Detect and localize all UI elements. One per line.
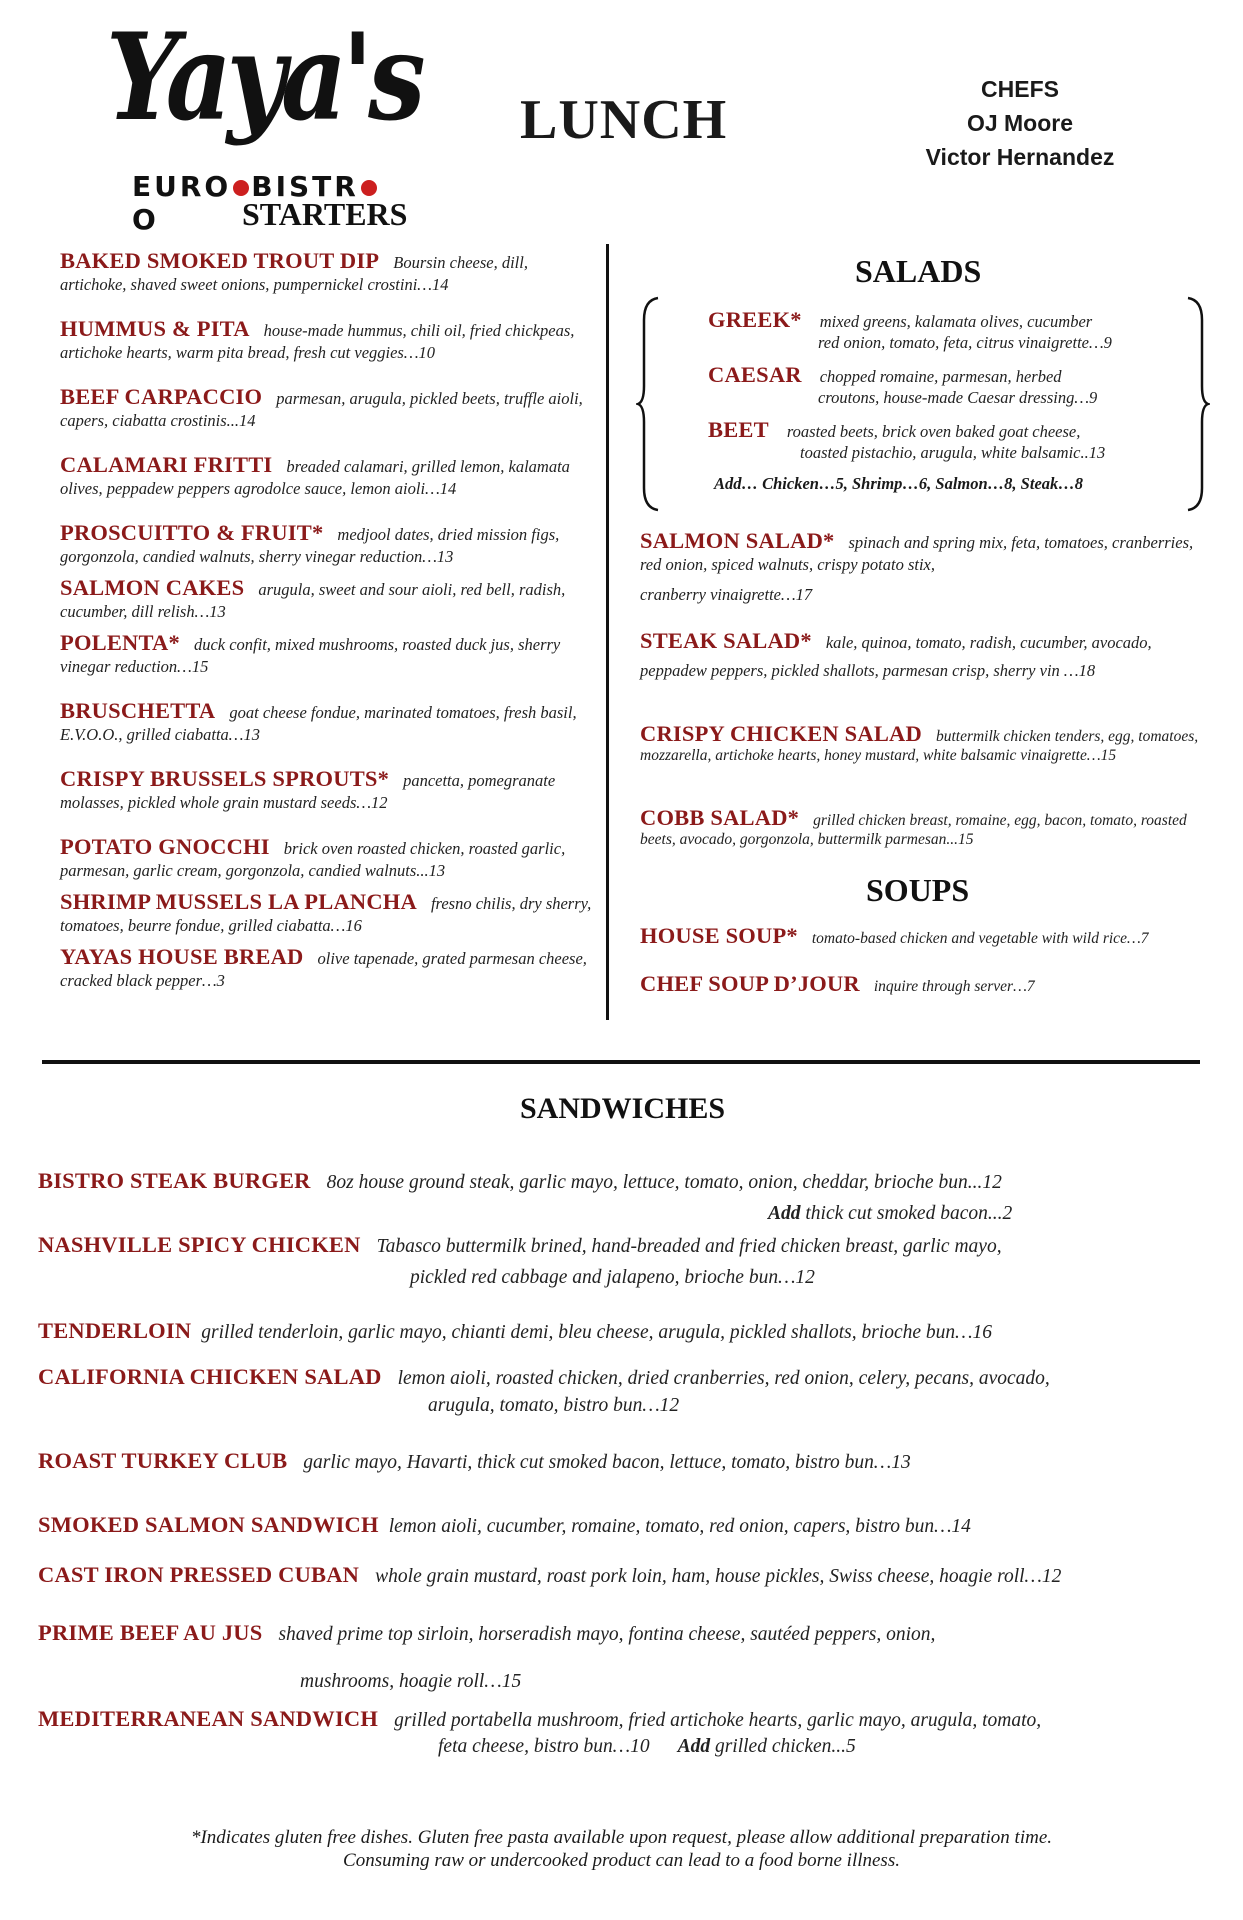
- chefs-heading: CHEFS: [981, 76, 1059, 102]
- footer-note: [0, 1826, 1243, 1872]
- logo-sub-mid: BISTR: [251, 170, 359, 203]
- dish-description: Tabasco buttermilk brined, hand-breaded and fried chicken breast, garlic mayo,: [376, 1236, 1002, 1257]
- salad-item: [640, 721, 1210, 765]
- dish-name: PROSCUITTO & FRUIT*: [60, 520, 324, 545]
- dish-description: mushrooms, hoagie roll…15: [300, 1671, 522, 1692]
- dish-name: YAYAS HOUSE BREAD: [60, 944, 304, 969]
- dish-description: lemon aioli, cucumber, romaine, tomato, red onion, capers, bistro bun…14: [388, 1516, 971, 1537]
- starter-item: [60, 454, 596, 500]
- dish-name: COBB SALAD*: [640, 805, 800, 830]
- starter-item: [60, 577, 596, 623]
- dish-name: MEDITERRANEAN SANDWICH: [38, 1706, 379, 1731]
- sandwich-item: [38, 1510, 1218, 1543]
- dish-description: croutons, house-made Caesar dressing…9: [818, 388, 1098, 407]
- dish-description: grilled tenderloin, garlic mayo, chianti demi, bleu cheese, arugula, pickled shallots, brioche bun…16: [201, 1322, 992, 1343]
- sandwich-item: [38, 1364, 1218, 1420]
- dish-name: PRIME BEEF AU JUS: [38, 1620, 263, 1645]
- dish-description: arugula, tomato, bistro bun…12: [428, 1395, 680, 1416]
- dish-name: POTATO GNOCCHI: [60, 834, 270, 859]
- section-divider: [42, 1060, 1200, 1064]
- dish-description: mixed greens, kalamata olives, cucumber: [819, 312, 1093, 331]
- dish-description: pancetta, pomegranate molasses, pickled whole grain mustard seeds…12: [60, 771, 556, 812]
- dish-description: grilled portabella mushroom, fried artichoke hearts, garlic mayo, arugula, tomato,: [394, 1710, 1042, 1731]
- dish-description: duck confit, mixed mushrooms, roasted duck jus, sherry vinegar reduction…15: [60, 635, 561, 676]
- logo-sub-right: O: [132, 203, 159, 236]
- dish-description: grilled chicken breast, romaine, egg, bacon, tomato, roasted beets, avocado, gorgonzola, buttermilk parmesan...15: [640, 812, 1187, 848]
- logo-script: Yaya's: [106, 7, 421, 148]
- add-label: Add: [677, 1736, 711, 1757]
- soups-heading: SOUPS: [866, 872, 970, 908]
- left-brace: [636, 296, 662, 512]
- soup-item: [640, 973, 1230, 997]
- dish-description: red onion, tomato, feta, citrus vinaigrette…9: [818, 333, 1112, 352]
- sandwich-item: [38, 1166, 1218, 1230]
- menu-title: LUNCH: [520, 89, 728, 151]
- starter-item: [60, 946, 596, 992]
- dish-description: roasted beets, brick oven baked goat cheese,: [786, 422, 1081, 441]
- starter-item: [60, 836, 596, 882]
- dish-description: 8oz house ground steak, garlic mayo, lettuce, tomato, onion, cheddar, brioche bun...12: [326, 1172, 1002, 1193]
- dish-name: POLENTA*: [60, 630, 180, 655]
- dish-description: arugula, sweet and sour aioli, red bell, radish, cucumber, dill relish…13: [60, 580, 566, 621]
- dish-description: breaded calamari, grilled lemon, kalamata olives, peppadew peppers agrodolce sauce, lemon aioli…14: [60, 457, 570, 498]
- dish-name: SALMON CAKES: [60, 575, 245, 600]
- dish-description: toasted pistachio, arugula, white balsamic..13: [800, 443, 1106, 462]
- dish-name: CHEF SOUP D’JOUR: [640, 971, 860, 996]
- salad-item-boxed: [708, 362, 1098, 409]
- salad-item: [640, 627, 1210, 685]
- dish-name: CRISPY CHICKEN SALAD: [640, 721, 922, 746]
- dish-description: goat cheese fondue, marinated tomatoes, fresh basil, E.V.O.O., grilled ciabatta…13: [60, 703, 577, 744]
- dish-name: SALMON SALAD*: [640, 528, 835, 553]
- dish-description: shaved prime top sirloin, horseradish mayo, fontina cheese, sautéed peppers, onion,: [278, 1624, 936, 1645]
- starter-item: [60, 891, 596, 937]
- soup-item: [640, 925, 1230, 949]
- dish-name: TENDERLOIN: [38, 1318, 192, 1343]
- starter-item: [60, 386, 596, 432]
- dish-description: feta cheese, bistro bun…10: [438, 1736, 650, 1757]
- dish-description: inquire through server…7: [873, 978, 1035, 995]
- dish-name: BRUSCHETTA: [60, 698, 216, 723]
- sandwich-item: [38, 1610, 1218, 1706]
- dish-name: HOUSE SOUP*: [640, 923, 798, 948]
- dish-description: pickled red cabbage and jalapeno, brioche bun…12: [410, 1267, 815, 1288]
- dish-description: buttermilk chicken tenders, egg, tomatoes, mozzarella, artichoke hearts, honey mustard, white balsamic vinaigrette…15: [640, 728, 1199, 764]
- sandwiches-heading: SANDWICHES: [520, 1092, 726, 1125]
- logo-dot-2: [361, 180, 377, 196]
- salad-item-boxed: [708, 307, 1112, 354]
- add-text: grilled chicken...5: [714, 1736, 856, 1757]
- dish-name: GREEK*: [708, 307, 802, 332]
- chef-name: OJ Moore: [966, 110, 1074, 136]
- gluten-free-note: *Indicates gluten free dishes. Gluten free pasta available upon request, please allow additional preparation time.: [190, 1827, 1053, 1848]
- dish-name: CAST IRON PRESSED CUBAN: [38, 1562, 360, 1587]
- starter-item: [60, 318, 596, 364]
- dish-description: whole grain mustard, roast pork loin, ham, house pickles, Swiss cheese, hoagie roll…12: [375, 1566, 1062, 1587]
- dish-description: cranberry vinaigrette…17: [640, 585, 813, 604]
- sandwich-item: [38, 1446, 1218, 1479]
- raw-food-warning: Consuming raw or undercooked product can lead to a food borne illness.: [343, 1850, 900, 1871]
- dish-name: ROAST TURKEY CLUB: [38, 1448, 288, 1473]
- salad-item-boxed: [708, 417, 1106, 464]
- dish-name: CAESAR: [708, 362, 802, 387]
- dish-name: CALAMARI FRITTI: [60, 452, 273, 477]
- dish-description: spinach and spring mix, feta, tomatoes, cranberries, red onion, spiced walnuts, crispy potato stix,: [640, 533, 1194, 574]
- salad-item: [640, 530, 1210, 606]
- dish-description: Boursin cheese, dill, artichoke, shaved sweet onions, pumpernickel crostini…14: [60, 253, 528, 294]
- dish-description: parmesan, arugula, pickled beets, truffle aioli, capers, ciabatta crostinis...14: [60, 389, 583, 430]
- salads-heading: SALADS: [855, 253, 982, 289]
- dish-name: BAKED SMOKED TROUT DIP: [60, 248, 380, 273]
- dish-name: BEET: [708, 417, 769, 442]
- dish-description: chopped romaine, parmesan, herbed: [819, 367, 1062, 386]
- sandwich-item: [38, 1316, 1218, 1349]
- add-label: Add: [768, 1203, 801, 1224]
- right-brace: [1184, 296, 1210, 512]
- dish-description: olive tapenade, grated parmesan cheese, cracked black pepper…3: [60, 949, 587, 990]
- chef-name: Victor Hernandez: [925, 144, 1115, 170]
- dish-name: SMOKED SALMON SANDWICH: [38, 1512, 379, 1537]
- dish-name: BEEF CARPACCIO: [60, 384, 263, 409]
- starters-heading: STARTERS: [242, 196, 408, 232]
- sandwich-item: [38, 1560, 1218, 1593]
- dish-name: NASHVILLE SPICY CHICKEN: [38, 1232, 361, 1257]
- sandwich-item: [38, 1706, 1218, 1760]
- column-divider: [606, 244, 609, 1020]
- salad-item: [640, 805, 1210, 849]
- dish-description: garlic mayo, Havarti, thick cut smoked bacon, lettuce, tomato, bistro bun…13: [303, 1452, 911, 1473]
- chefs-block: [920, 72, 1120, 174]
- dish-description: brick oven roasted chicken, roasted garlic, parmesan, garlic cream, gorgonzola, candied walnuts...13: [60, 839, 566, 880]
- dish-name: CRISPY BRUSSELS SPROUTS*: [60, 766, 390, 791]
- logo-dot-1: [233, 180, 249, 196]
- dish-description: tomato-based chicken and vegetable with wild rice…7: [811, 930, 1149, 947]
- starter-item: [60, 700, 596, 746]
- dish-description: medjool dates, dried mission figs, gorgonzola, candied walnuts, sherry vinegar reduction…13: [60, 525, 560, 566]
- starter-item: [60, 250, 596, 296]
- dish-name: BISTRO STEAK BURGER: [38, 1168, 311, 1193]
- starter-item: [60, 768, 596, 814]
- dish-description: lemon aioli, roasted chicken, dried cranberries, red onion, celery, pecans, avocado,: [397, 1368, 1050, 1389]
- dish-name: STEAK SALAD*: [640, 628, 812, 653]
- dish-description: fresno chilis, dry sherry, tomatoes, beurre fondue, grilled ciabatta…16: [60, 894, 592, 935]
- starter-item: [60, 522, 596, 568]
- dish-description: kale, quinoa, tomato, radish, cucumber, avocado, peppadew peppers, pickled shallots, parmesan crisp, sherry vin …18: [640, 633, 1152, 680]
- logo-sub-left: EURO: [132, 170, 232, 203]
- dish-name: SHRIMP MUSSELS LA PLANCHA: [60, 889, 417, 914]
- sandwich-item: [38, 1230, 1218, 1294]
- dish-name: CALIFORNIA CHICKEN SALAD: [38, 1364, 382, 1389]
- starter-item: [60, 632, 596, 678]
- dish-name: HUMMUS & PITA: [60, 316, 250, 341]
- add-text: thick cut smoked bacon...2: [805, 1203, 1013, 1224]
- salad-add-line: Add… Chicken…5, Shrimp…6, Salmon…8, Steak…8: [714, 474, 1084, 493]
- dish-description: house-made hummus, chili oil, fried chickpeas, artichoke hearts, warm pita bread, fresh cut veggies…10: [60, 321, 575, 362]
